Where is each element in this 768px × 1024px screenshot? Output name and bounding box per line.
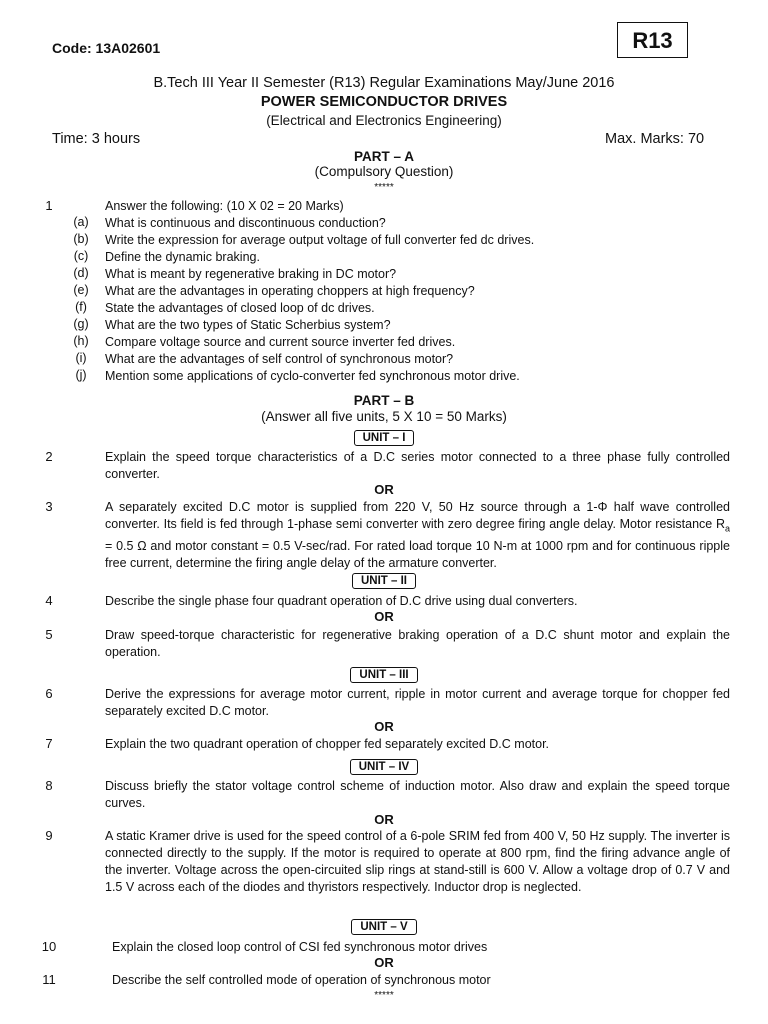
sub-question: Write the expression for average output voltage of full converter fed dc drives. [105, 233, 535, 247]
sub-question: Define the dynamic braking. [105, 250, 260, 264]
sub-question: Mention some applications of cyclo-converter fed synchronous motor drive. [105, 369, 520, 383]
sub-question: State the advantages of closed loop of dc drives. [105, 301, 375, 315]
subject-code: Code: 13A02601 [52, 40, 161, 56]
question-number: 4 [45, 593, 53, 608]
question-text: Explain the closed loop control of CSI fed synchronous motor drives [112, 940, 488, 954]
question-number: 6 [45, 686, 53, 701]
unit-heading: UNIT – III [350, 667, 417, 683]
question-text: Derive the expressions for average motor current, ripple in motor current and average torque for chopper fed separately excited D.C motor. [105, 687, 730, 718]
sub-label: (d) [73, 266, 89, 280]
question-text: Draw speed-torque characteristic for regenerative braking operation of a D.C shunt motor and explain the operation. [105, 628, 730, 659]
end-stars: ***** [374, 990, 394, 1001]
sub-question: What is meant by regenerative braking in DC motor? [105, 267, 397, 281]
question-number: 2 [45, 449, 53, 464]
question-text: A static Kramer drive is used for the speed control of a 6-pole SRIM fed from 400 V, 50 Hz supply. The inverter is connected directly to the supply. If the motor is required to operate at 800 rpm, find the firing advance angle of the inverter. Voltage across the open-circuited slip rings at stand-still is 600 V. Allow a voltage drop of 0.7 V and 1.5 V across each of the diodes and thyristors respectively. Inductor drop is neglected. [105, 829, 730, 894]
question-number: 7 [45, 736, 53, 751]
sub-label: (b) [73, 232, 89, 246]
sub-question: What are the advantages in operating choppers at high frequency? [105, 284, 475, 298]
sub-label: (j) [75, 368, 87, 382]
question-text: Discuss briefly the stator voltage control scheme of induction motor. Also draw and explain the speed torque curves. [105, 779, 730, 810]
unit-heading: UNIT – I [354, 430, 415, 446]
exam-title: B.Tech III Year II Semester (R13) Regular Examinations May/June 2016 [153, 75, 615, 91]
question-number: 11 [42, 972, 56, 987]
sub-label: (f) [75, 300, 87, 314]
sub-label: (e) [73, 283, 89, 297]
or-separator: OR [374, 482, 394, 497]
question-text: Explain the speed torque characteristics of a D.C series motor connected to a three phase fully controlled converter. [105, 450, 730, 481]
part-a-instruction: Answer the following: (10 X 02 = 20 Marks) [105, 199, 344, 213]
question-number: 8 [45, 778, 53, 793]
part-a-title: PART – A [353, 149, 414, 164]
or-separator: OR [374, 609, 394, 624]
part-a-stars: ***** [374, 182, 394, 193]
sub-question: What are the two types of Static Scherbius system? [105, 318, 391, 332]
or-separator: OR [374, 955, 394, 970]
question-number: 9 [45, 828, 53, 843]
sub-label: (i) [75, 351, 87, 365]
question-text: Describe the single phase four quadrant operation of D.C drive using dual converters. [105, 594, 578, 608]
question-text: A separately excited D.C motor is supplied from 220 V, 50 Hz source through a 1-Φ half wave controlled converter. Its field is fed through 1-phase semi converter with zero degree firing angle delay. Motor resistance $R_a = 0.5$ Ω and motor constant = 0.5 V-sec/rad. For rated load torque 10 N-m at 1000 rpm and for continuous ripple free current, determine the firing angle delay of the armature converter. [105, 500, 730, 570]
question-text: Describe the self controlled mode of operation of synchronous motor [112, 973, 491, 987]
sub-question: Compare voltage source and current source inverter fed drives. [105, 335, 456, 349]
question-number: 5 [45, 627, 53, 642]
sub-label: (c) [73, 249, 89, 263]
sub-question: What are the advantages of self control of synchronous motor? [105, 352, 454, 366]
or-separator: OR [374, 719, 394, 734]
time-duration: Time: 3 hours [52, 131, 141, 147]
part-b-subtitle: (Answer all five units, 5 X 10 = 50 Marks) [261, 409, 507, 424]
unit-heading: UNIT – II [352, 573, 416, 589]
or-separator: OR [374, 812, 394, 827]
subject-title: POWER SEMICONDUCTOR DRIVES [260, 94, 508, 110]
question-number: 10 [41, 939, 57, 954]
sub-label: (h) [73, 334, 89, 348]
part-a-subtitle: (Compulsory Question) [314, 164, 454, 179]
question-text: Explain the two quadrant operation of chopper fed separately excited D.C motor. [105, 737, 550, 751]
question-number: 3 [45, 499, 53, 514]
regulation-badge: R13 [617, 22, 688, 58]
sub-label: (a) [73, 215, 89, 229]
unit-heading: UNIT – IV [350, 759, 418, 775]
part-b-title: PART – B [353, 393, 415, 408]
unit-heading: UNIT – V [351, 919, 416, 935]
max-marks: Max. Marks: 70 [605, 131, 705, 147]
sub-label: (g) [73, 317, 89, 331]
question-number: 1 [45, 198, 53, 213]
sub-question: What is continuous and discontinuous conduction? [105, 216, 386, 230]
branch-name: (Electrical and Electronics Engineering) [266, 113, 502, 128]
